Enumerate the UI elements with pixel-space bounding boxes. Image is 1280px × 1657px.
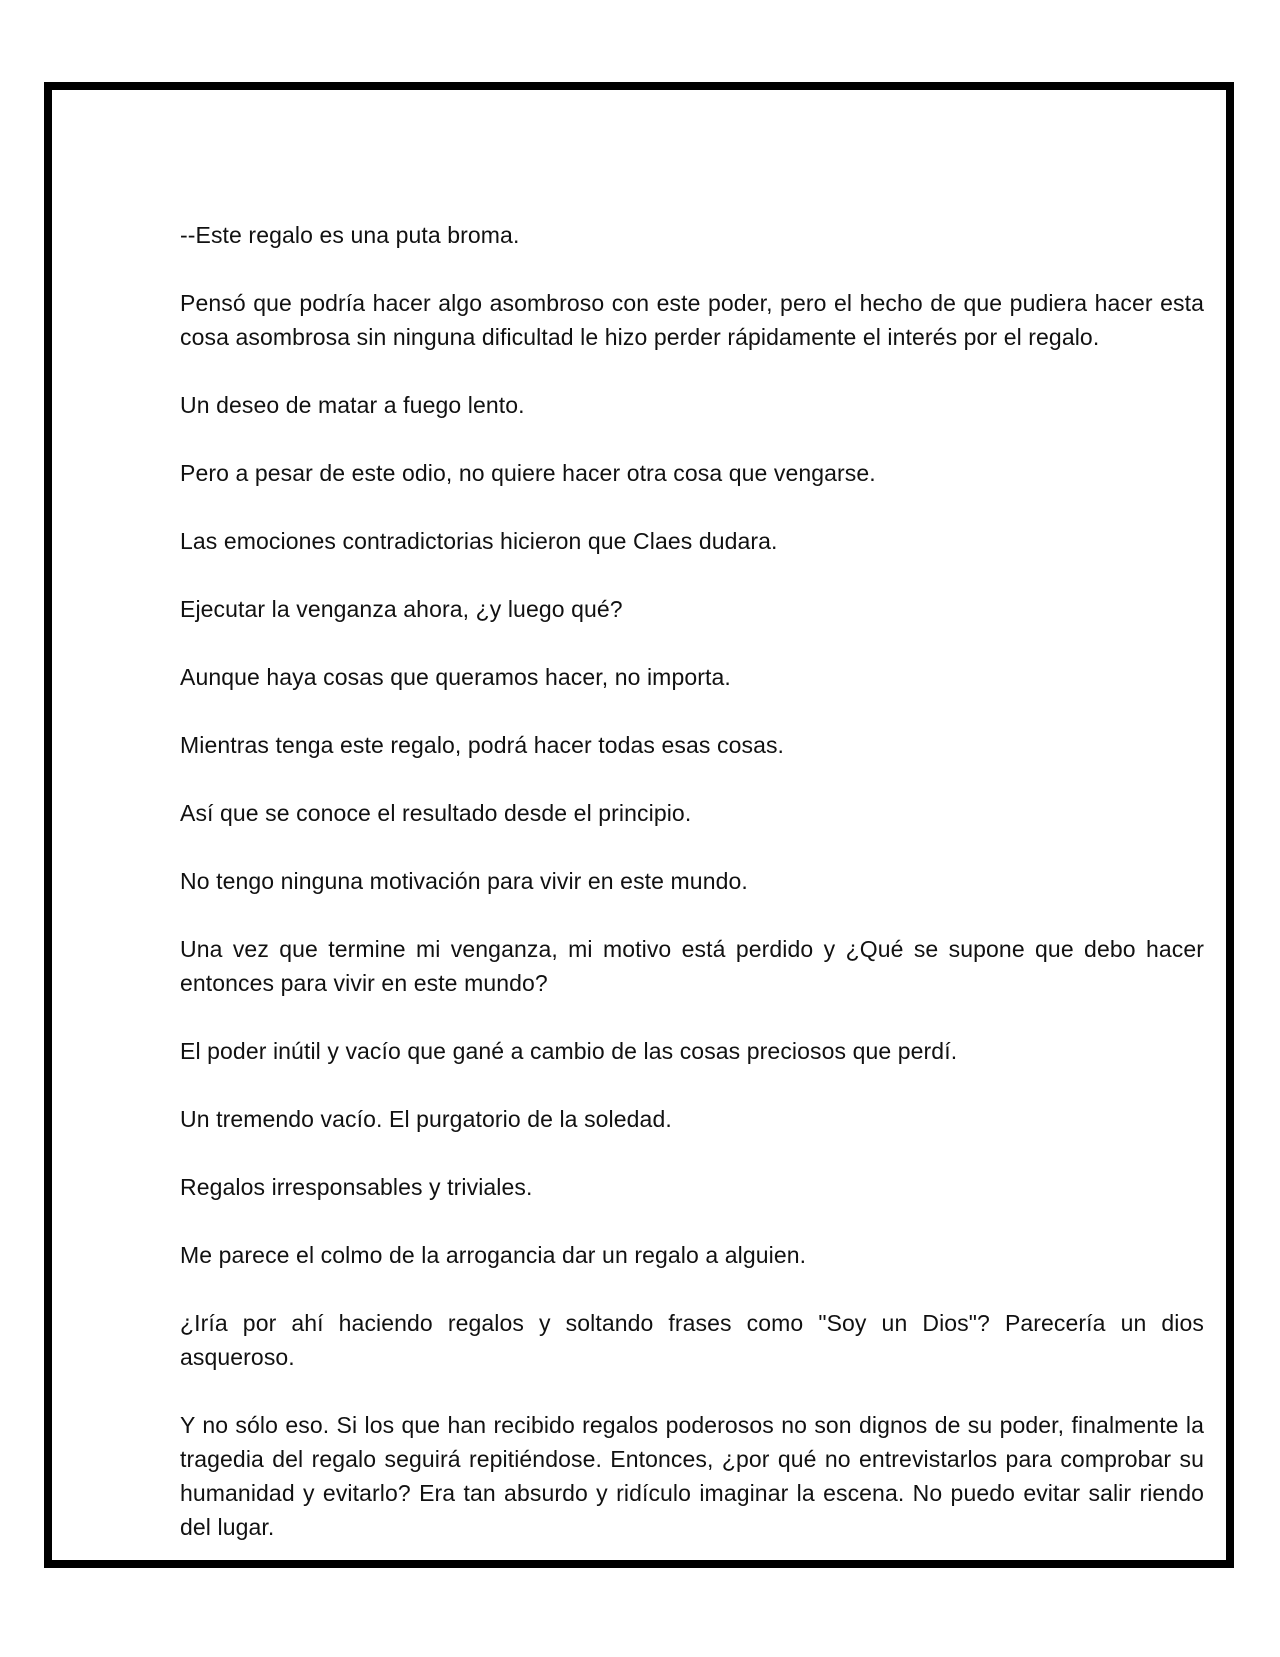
paragraph: Regalos irresponsables y triviales. [180, 1174, 533, 1200]
text-body [180, 218, 1204, 1578]
paragraph: El poder inútil y vacío que gané a cambio de las cosas preciosos que perdí. [180, 1038, 958, 1064]
paragraph: Un tremendo vacío. El purgatorio de la soledad. [180, 1106, 672, 1132]
paragraph: Las emociones contradictorias hicieron que Claes dudara. [180, 528, 778, 554]
paragraph: Una vez que termine mi venganza, mi motivo está perdido y ¿Qué se supone que debo hacer entonces para vivir en este mundo? [180, 936, 1204, 996]
paragraph: Y no sólo eso. Si los que han recibido regalos poderosos no son dignos de su poder, finalmente la tragedia del regalo seguirá repitiéndose. Entonces, ¿por qué no entrevistarlos para comprobar su humanidad y evitarlo? Era tan absurdo y ridículo imaginar la escena. No puedo evitar salir riendo del lugar. [180, 1412, 1204, 1540]
page-frame [44, 82, 1234, 1568]
paragraph: Ejecutar la venganza ahora, ¿y luego qué? [180, 596, 623, 622]
paragraph: ¿Iría por ahí haciendo regalos y soltando frases como "Soy un Dios"? Parecería un dios asqueroso. [180, 1310, 1204, 1370]
paragraph: --Este regalo es una puta broma. [180, 222, 520, 248]
paragraph: Pero a pesar de este odio, no quiere hacer otra cosa que vengarse. [180, 460, 876, 486]
paragraph: No tengo ninguna motivación para vivir en este mundo. [180, 868, 748, 894]
paragraph: Pensó que podría hacer algo asombroso con este poder, pero el hecho de que pudiera hacer esta cosa asombrosa sin ninguna dificultad le hizo perder rápidamente el interés por el regalo. [180, 290, 1204, 350]
paragraph: Me parece el colmo de la arrogancia dar un regalo a alguien. [180, 1242, 807, 1268]
paragraph: Aunque haya cosas que queramos hacer, no importa. [180, 664, 731, 690]
paragraph: Así que se conoce el resultado desde el principio. [180, 800, 692, 826]
paragraph: Un deseo de matar a fuego lento. [180, 392, 525, 418]
paragraph: Mientras tenga este regalo, podrá hacer todas esas cosas. [180, 732, 785, 758]
